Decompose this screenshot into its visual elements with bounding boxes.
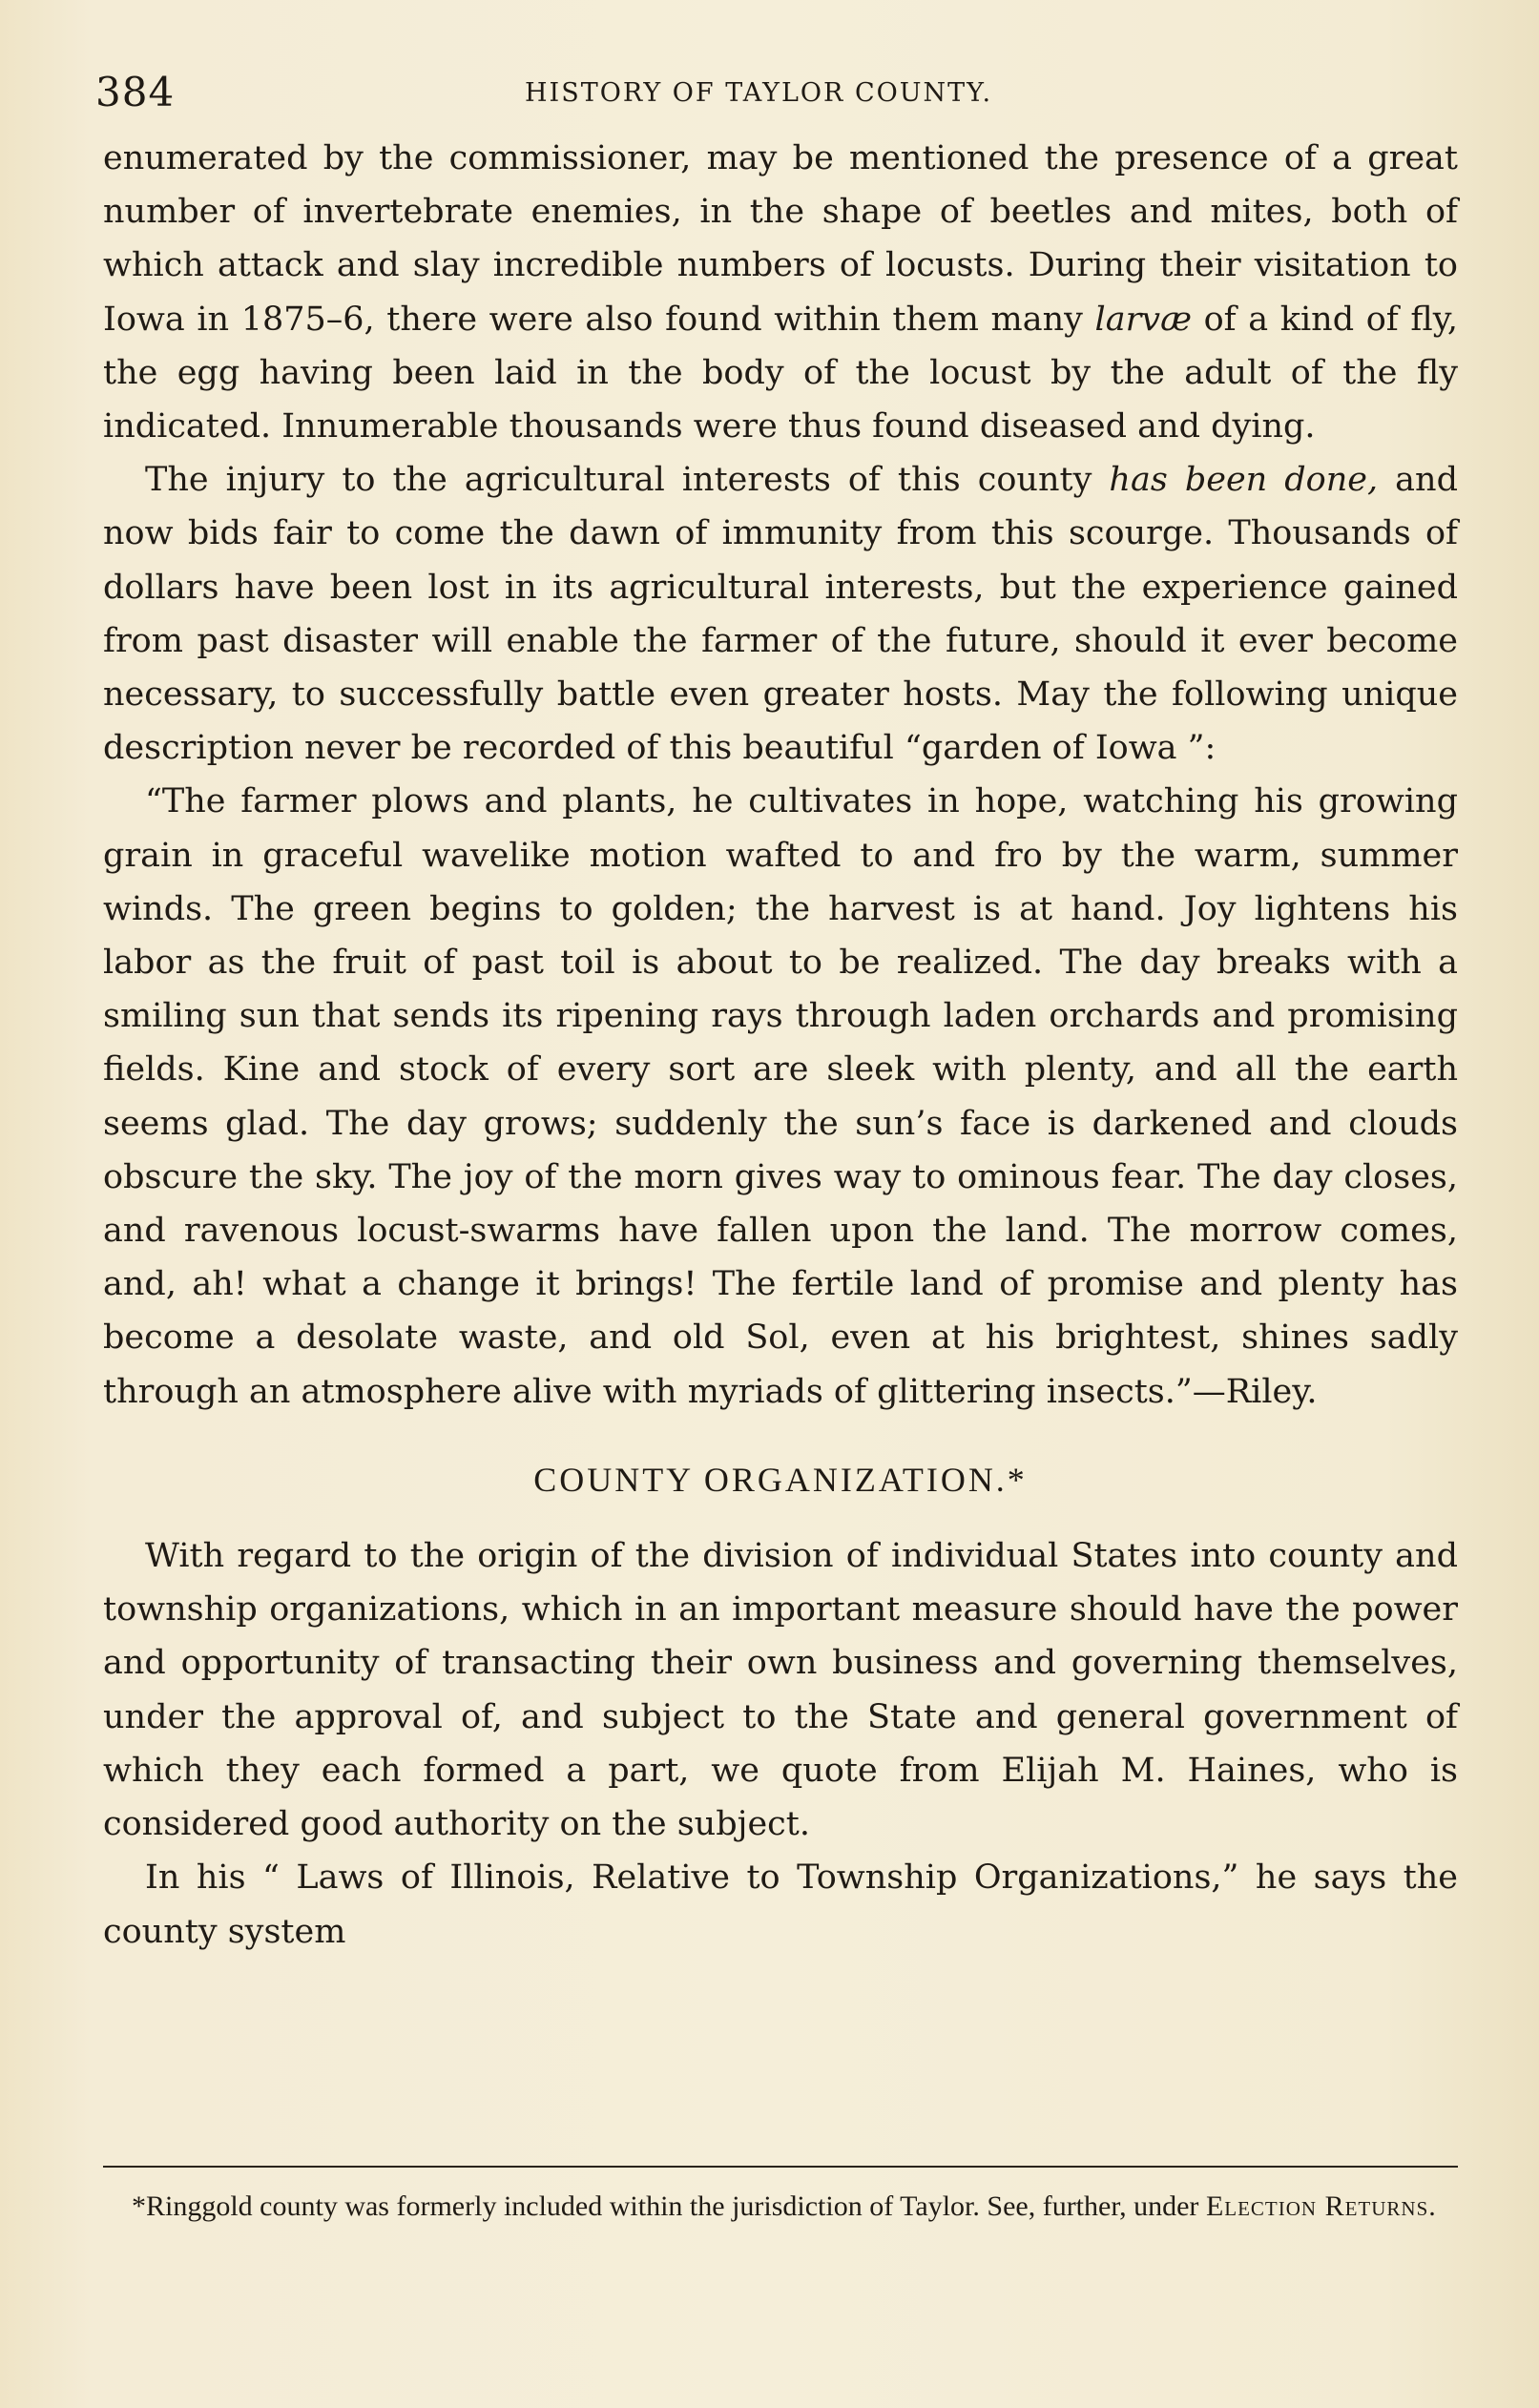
paragraph-continued [103, 132, 1458, 453]
paragraph-text: of a kind of fly, the egg having been laid in the body of the locust by the adult of the fly indicated. Innumerable thousands were thus found diseased and dying. [103, 300, 1458, 446]
page-header [95, 69, 1450, 126]
paragraph-text: and now bids fair to come the dawn of immunity from this scourge. Thousands of dollars have been lost in its agricultural interests, but the experience gained from past disaster will enable the farmer of the future, should it ever become necessary, to successfully battle even greater hosts. May the following unique description never be recorded of this beautiful “garden of Iowa ”: [103, 461, 1458, 768]
footnote-divider [103, 2166, 1458, 2168]
paragraph-quotation: “The farmer plows and plants, he cultivates in hope, watching his growing grain in graceful wavelike motion wafted to and fro by the warm, summer winds. The green begins to golden; the harvest is at hand. Joy lightens his labor as the fruit of past toil is about to be realized. The day breaks with a smiling sun that sends its ripening rays through laden orchards and promising fields. Kine and stock of every sort are sleek with plenty, and all the earth seems glad. The day grows; suddenly the sun’s face is darkened and clouds obscure the sky. The joy of the morn gives way to ominous fear. The day closes, and ravenous locust-swarms have fallen upon the land. The morrow comes, and, ah! what a change it brings! The fertile land of promise and plenty has become a desolate waste, and old Sol, even at his brightest, shines sadly through an atmosphere alive with myriads of glittering insects.”—Riley. [103, 782, 1458, 1411]
italic-phrase: has been done, [1109, 461, 1379, 500]
italic-term: larvæ [1094, 300, 1192, 339]
footnote-text: *Ringgold county was formerly included within the jurisdiction of Taylor. See, further, under [132, 2190, 1199, 2222]
paragraph-text: enumerated by the commissioner, may be mentioned the presence of a great number of invertebrate enemies, in the shape of beetles and mites, both of which attack and slay incredible numbers of locusts. During their visitation to Iowa in 1875–6, there were also found within them many [103, 139, 1458, 339]
paragraph-laws-of-illinois: In his “ Laws of Illinois, Relative to Township Organizations,” he says the county system [103, 1858, 1458, 1951]
paragraph-text: The injury to the agricultural interests of this county [145, 461, 1092, 500]
page-number: 384 [95, 69, 176, 115]
running-title: HISTORY OF TAYLOR COUNTY. [525, 78, 993, 108]
footnote-reference: Election Returns. [1205, 2190, 1437, 2222]
paragraph-injury [103, 453, 1458, 775]
section-heading: COUNTY ORGANIZATION.* [533, 1460, 1028, 1499]
footnote [132, 2187, 1458, 2227]
paragraph-county-origin: With regard to the origin of the division of individual States into county and township organizations, which in an important measure should have the power and opportunity of transacting their own business and governing themselves, under the approval of, and subject to the State and general government of which they each formed a part, we quote from Elijah M. Haines, who is considered good authority on the subject. [103, 1537, 1458, 1844]
body-text [103, 132, 1458, 1959]
